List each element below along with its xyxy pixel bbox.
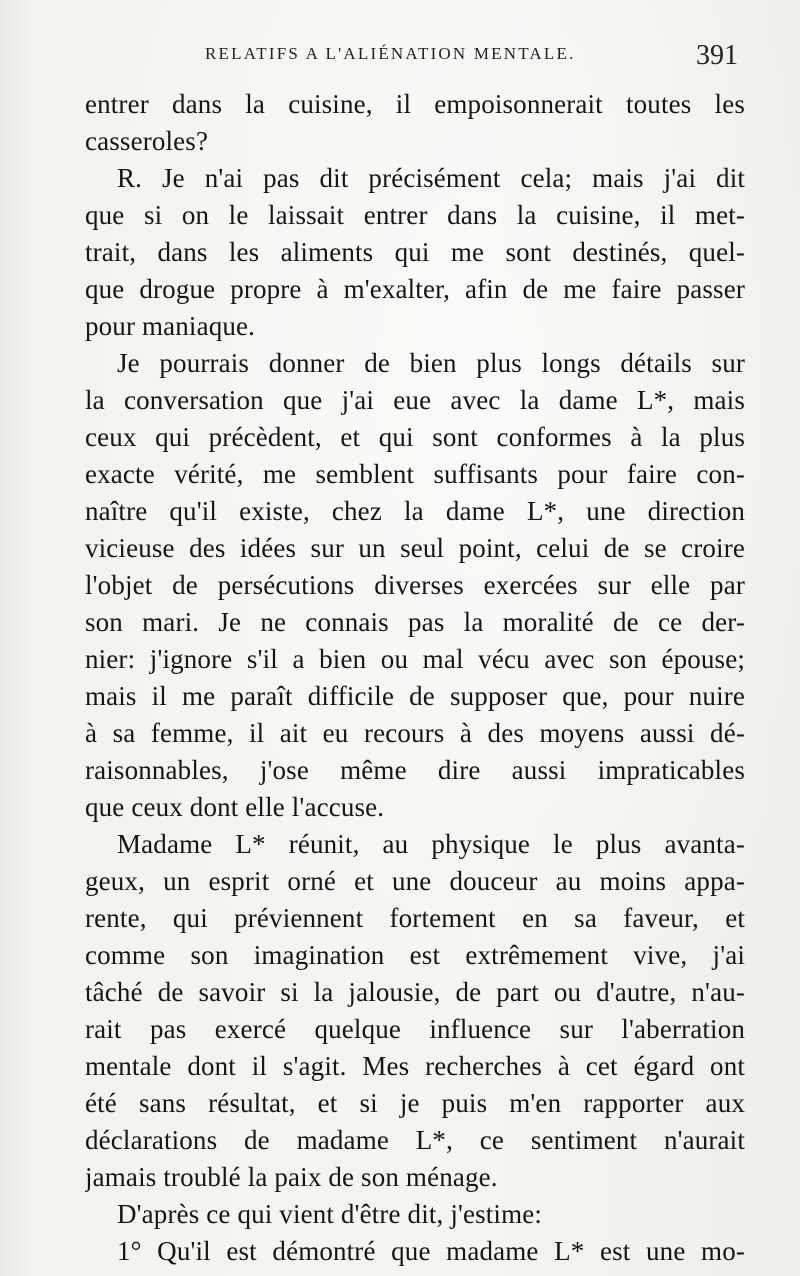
- body-text: [85, 86, 745, 1270]
- text-line: exacte vérité, me semblent suffisants pour faire con-: [85, 459, 745, 489]
- text-line: naître qu'il existe, chez la dame L*, une direction: [85, 496, 745, 526]
- text-line: mentale dont il s'agit. Mes recherches à cet égard ont: [85, 1051, 745, 1081]
- text-line: vicieuse des idées sur un seul point, celui de se croire: [85, 533, 745, 563]
- text-line: casseroles?: [85, 126, 209, 156]
- text-line: l'objet de persécutions diverses exercées sur elle par: [85, 570, 745, 600]
- text-line: son mari. Je ne connais pas la moralité de ce der-: [85, 607, 745, 637]
- text-line: mais il me paraît difficile de supposer que, pour nuire: [85, 681, 745, 711]
- text-line: 1° Qu'il est démontré que madame L* est une mo-: [117, 1236, 745, 1266]
- text-line: nier: j'ignore s'il a bien ou mal vécu avec son épouse;: [85, 644, 745, 674]
- text-line: déclarations de madame L*, ce sentiment n'aurait: [85, 1125, 745, 1155]
- text-line: pour maniaque.: [85, 311, 256, 341]
- running-head: RELATIFS A L'ALIÉNATION MENTALE.: [205, 44, 576, 63]
- text-line: D'après ce qui vient d'être dit, j'estime:: [117, 1199, 543, 1229]
- text-line: geux, un esprit orné et une douceur au moins appa-: [85, 866, 745, 896]
- text-line: trait, dans les aliments qui me sont destinés, quel-: [85, 237, 745, 267]
- text-line: à sa femme, il ait eu recours à des moyens aussi dé-: [85, 718, 745, 748]
- text-line: rente, qui préviennent fortement en sa faveur, et: [85, 903, 745, 933]
- text-line: que ceux dont elle l'accuse.: [85, 792, 385, 822]
- text-line: Je pourrais donner de bien plus longs détails sur: [117, 348, 745, 378]
- text-line: Madame L* réunit, au physique le plus avanta-: [117, 829, 745, 859]
- text-line: tâché de savoir si la jalousie, de part ou d'autre, n'au-: [85, 977, 745, 1007]
- page-number: 391: [696, 40, 738, 71]
- text-line: raisonnables, j'ose même dire aussi impraticables: [85, 755, 745, 785]
- text-line: que drogue propre à m'exalter, afin de me faire passer: [85, 274, 745, 304]
- text-line: entrer dans la cuisine, il empoisonnerait toutes les: [85, 89, 745, 119]
- text-line: rait pas exercé quelque influence sur l'aberration: [85, 1014, 745, 1044]
- text-line: comme son imagination est extrêmement vive, j'ai: [85, 940, 745, 970]
- text-line: été sans résultat, et si je puis m'en rapporter aux: [85, 1088, 745, 1118]
- text-line: que si on le laissait entrer dans la cuisine, il met-: [85, 200, 745, 230]
- text-line: R. Je n'ai pas dit précisément cela; mais j'ai dit: [117, 163, 745, 193]
- text-line: jamais troublé la paix de son ménage.: [85, 1162, 498, 1192]
- text-line: ceux qui précèdent, et qui sont conformes à la plus: [85, 422, 745, 452]
- text-line: la conversation que j'ai eue avec la dame L*, mais: [85, 385, 745, 415]
